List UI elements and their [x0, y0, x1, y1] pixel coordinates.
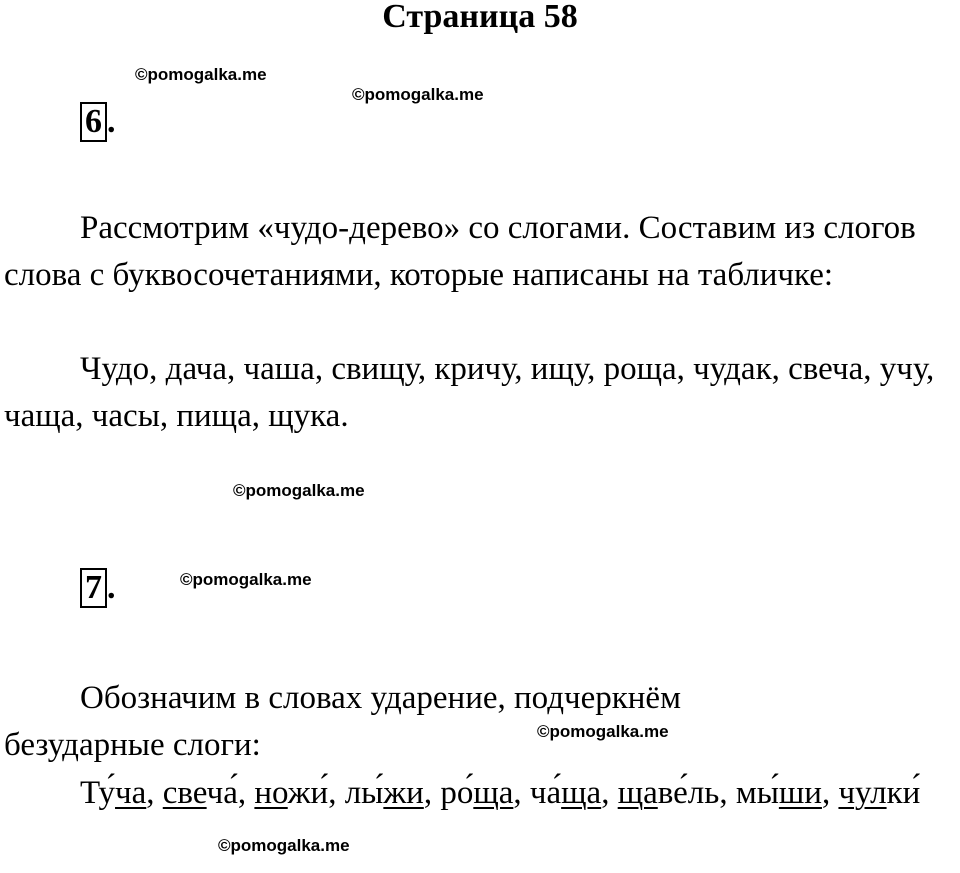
task-number-6: 6 . — [80, 102, 116, 142]
stressed-word — [440, 775, 530, 811]
task6-intro: Рассмотрим «чудо-дерево» со слогами. Составим из слогов слова с буквосочетаниями, которые написаны на табличке: — [4, 210, 916, 293]
syllable: ки́ — [886, 775, 921, 811]
unstressed-syllable: ща — [617, 775, 658, 811]
unstressed-syllable: жи — [383, 775, 424, 811]
watermark: ©pomogalka.me — [352, 85, 484, 104]
syllable: , — [146, 775, 163, 811]
page-title: Страница 58 — [382, 0, 578, 35]
syllable: , — [513, 775, 530, 811]
task7-intro: Обозначим в словах ударение, подчеркнём безударные слоги: — [4, 680, 681, 763]
syllable: лы́ — [344, 775, 384, 811]
unstressed-syllable: ща — [473, 775, 514, 811]
syllable: , — [821, 775, 839, 811]
syllable: Ту́ — [80, 775, 116, 811]
unstressed-syllable: све — [162, 775, 207, 811]
stressed-word — [254, 775, 344, 811]
syllable: ро́ — [440, 775, 474, 811]
syllable: , — [328, 775, 345, 811]
task7-answer — [4, 770, 954, 817]
unstressed-syllable: ши — [778, 775, 822, 811]
syllable: ча́ — [529, 775, 562, 811]
stressed-word — [345, 775, 441, 811]
watermark: ©pomogalka.me — [537, 722, 669, 741]
unstressed-syllable: ща — [561, 775, 602, 811]
stressed-word — [618, 775, 736, 811]
task-number-7: 7 . — [80, 568, 116, 608]
syllable: , — [237, 775, 255, 811]
syllable: , — [719, 775, 736, 811]
unstressed-syllable: но — [254, 775, 288, 811]
watermark: ©pomogalka.me — [233, 481, 365, 500]
syllable: жи́ — [287, 775, 329, 811]
stressed-word — [838, 775, 920, 811]
stressed-word — [163, 775, 255, 811]
unstressed-syllable: чул — [838, 775, 887, 811]
unstressed-syllable: ча — [115, 775, 147, 811]
syllable: мы́ — [735, 775, 779, 811]
stressed-word — [80, 775, 163, 811]
syllable: ве́ль — [657, 775, 720, 811]
syllable: , — [423, 775, 441, 811]
task6-answer: Чудо, дача, чаша, свищу, кричу, ищу, роща, чудак, свеча, учу, чаща, часы, пища, щука. — [4, 351, 935, 434]
watermark: ©pomogalka.me — [218, 836, 350, 855]
watermark: ©pomogalka.me — [180, 570, 312, 589]
syllable: , — [601, 775, 618, 811]
watermark: ©pomogalka.me — [135, 65, 267, 84]
syllable: ча́ — [206, 775, 238, 811]
stressed-word — [530, 775, 618, 811]
stressed-word — [736, 775, 839, 811]
